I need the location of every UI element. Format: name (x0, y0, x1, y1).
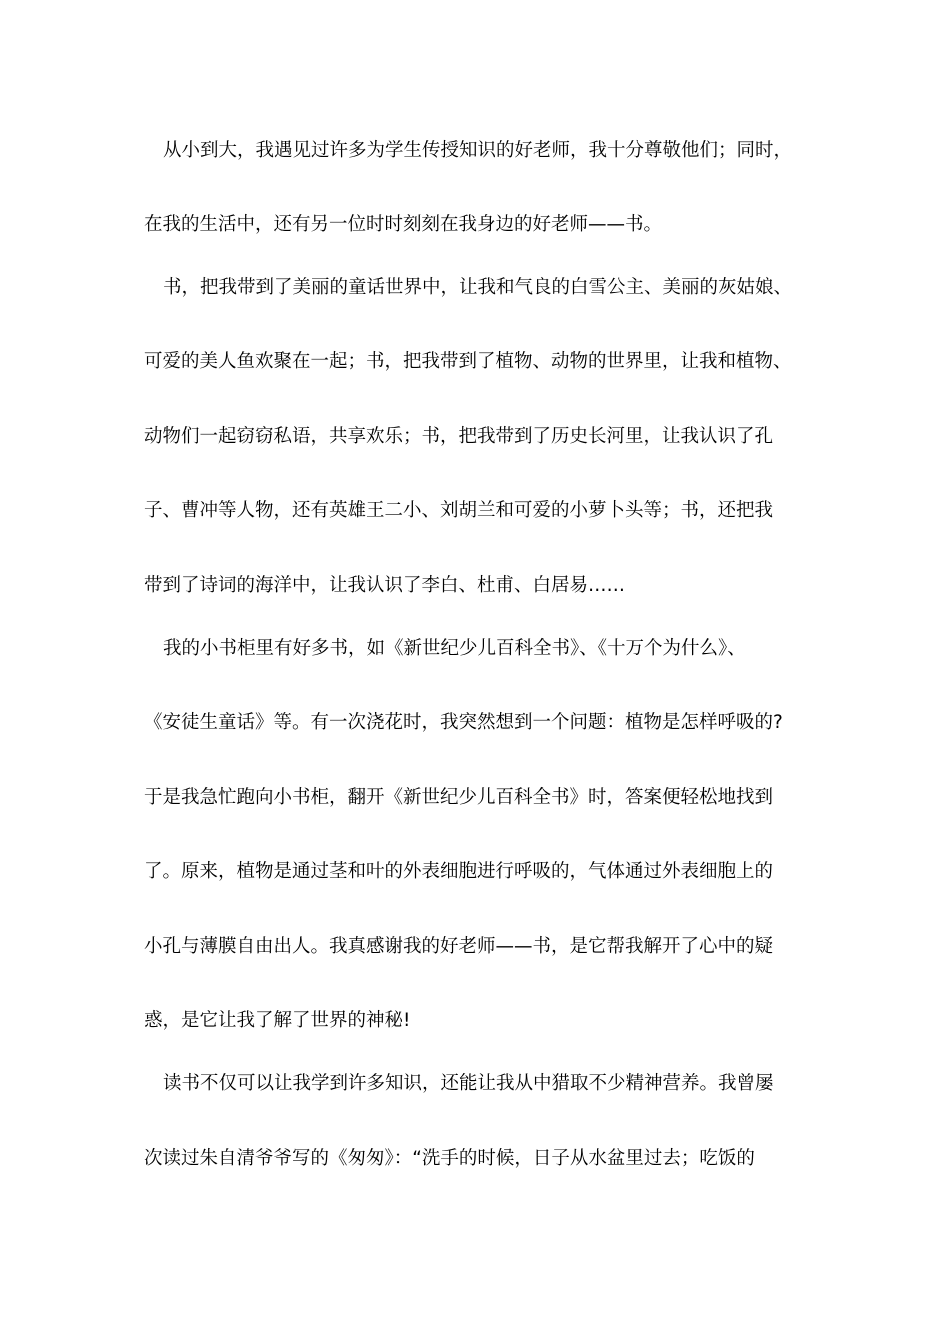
paragraph-2-line-3: 动物们一起窃窃私语，共享欢乐；书，把我带到了历史长河里，让我认识了孔 (144, 426, 774, 447)
paragraph-3-line-2: 《安徒生童话》等。有一次浇花时，我突然想到一个问题：植物是怎样呼吸的? (144, 712, 783, 733)
paragraph-3-line-4: 了。原来，植物是通过茎和叶的外表细胞进行呼吸的，气体通过外表细胞上的 (144, 861, 774, 882)
paragraph-2-line-4: 子、曹冲等人物，还有英雄王二小、刘胡兰和可爱的小萝卜头等；书，还把我 (144, 500, 774, 521)
paragraph-3-line-1: 我的小书柜里有好多书，如《新世纪少儿百科全书》、《十万个为什么》、 (163, 638, 746, 659)
paragraph-4-line-2: 次读过朱自清爷爷写的《匆匆》：“洗手的时候，日子从水盆里过去；吃饭的 (144, 1148, 755, 1169)
paragraph-3-line-6: 惑，是它让我了解了世界的神秘! (144, 1010, 411, 1031)
paragraph-1-line-2: 在我的生活中，还有另一位时时刻刻在我身边的好老师——书。 (144, 214, 663, 235)
paragraph-3-line-5: 小孔与薄膜自由出人。我真感谢我的好老师——书，是它帮我解开了心中的疑 (144, 936, 774, 957)
paragraph-2-line-5: 带到了诗词的海洋中，让我认识了李白、杜甫、白居易…… (144, 575, 626, 596)
paragraph-2-line-1: 书，把我带到了美丽的童话世界中，让我和气良的白雪公主、美丽的灰姑娘、 (163, 277, 793, 298)
paragraph-1-line-1: 从小到大，我遇见过许多为学生传授知识的好老师，我十分尊敬他们；同时， (163, 140, 793, 161)
paragraph-2-line-2: 可爱的美人鱼欢聚在一起；书，把我带到了植物、动物的世界里，让我和植物、 (144, 351, 792, 372)
paragraph-4-line-1: 读书不仅可以让我学到许多知识，还能让我从中猎取不少精神营养。我曾屡 (163, 1073, 774, 1094)
paragraph-3-line-3: 于是我急忙跑向小书柜，翻开《新世纪少儿百科全书》时，答案便轻松地找到 (144, 787, 774, 808)
